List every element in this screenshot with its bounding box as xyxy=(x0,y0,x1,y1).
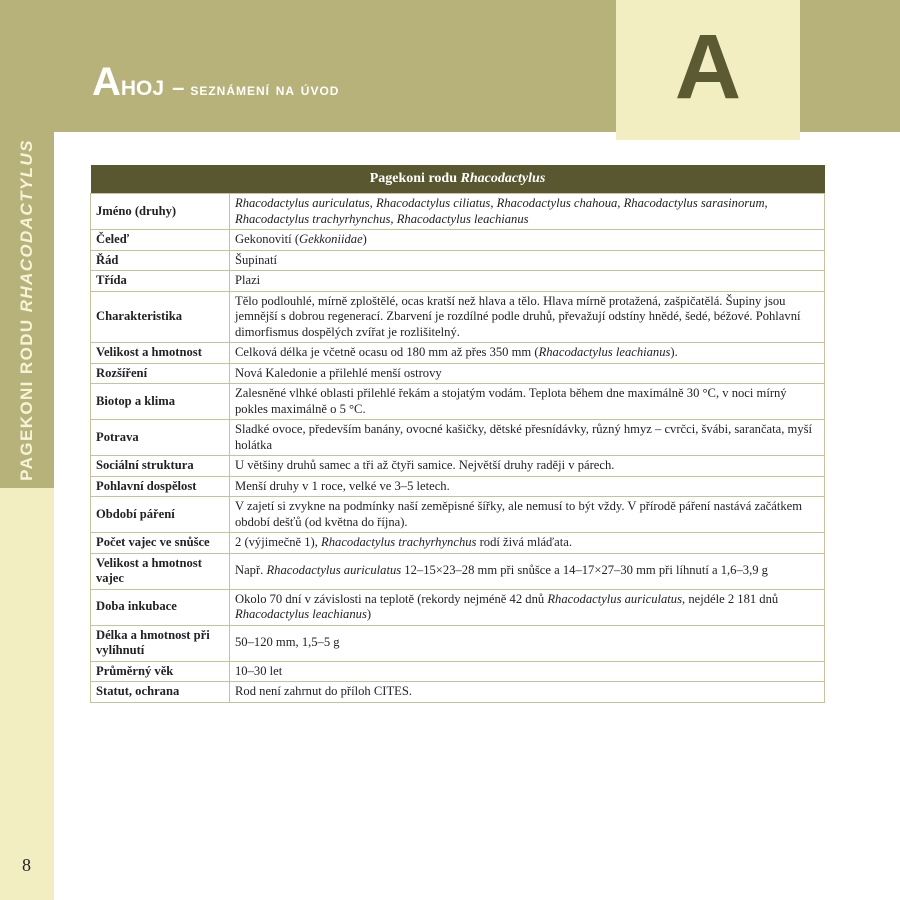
table-row xyxy=(91,625,825,661)
row-value-part: Rhacodactylus trachyrhynchus xyxy=(321,535,477,549)
table-row xyxy=(91,456,825,477)
row-value-part: Např. xyxy=(235,563,267,578)
row-value xyxy=(230,250,825,271)
table-row xyxy=(91,230,825,251)
row-value-part: V zajetí si zvykne na podmínky naší zeměpisné šířky, ale nemusí to být vždy. V přírodě páření nastává začátkem období dešťů (od května do října). xyxy=(235,499,803,529)
row-value xyxy=(230,625,825,661)
row-value xyxy=(230,271,825,292)
row-value xyxy=(230,230,825,251)
row-value xyxy=(230,661,825,682)
row-label: Řád xyxy=(91,250,230,271)
row-value xyxy=(230,456,825,477)
row-value-part: 50–120 mm, 1,5–5 g xyxy=(235,635,340,650)
chapter-letter-box xyxy=(616,0,800,140)
table-row xyxy=(91,420,825,456)
row-value-part: ) xyxy=(362,232,367,246)
table-body xyxy=(91,194,825,703)
table-row xyxy=(91,661,825,682)
table-row xyxy=(91,682,825,703)
row-label: Období páření xyxy=(91,497,230,533)
row-value xyxy=(230,682,825,703)
row-value xyxy=(230,497,825,533)
table-row xyxy=(91,291,825,343)
table-caption-prefix: Pagekoni rodu xyxy=(369,171,461,186)
info-table xyxy=(90,165,825,703)
table-row xyxy=(91,271,825,292)
table-row xyxy=(91,363,825,384)
row-value-part: Tělo podlouhlé, mírně zploštělé, ocas kratší než hlava a tělo. Hlava mírně protažená, zašpičatělá. Šupiny jsou jemnější s dobrou regenerací. Zbarvení je rozdílné podle druhů, převažují odstíny hnědé, šedé, béžové. Pohlavní dimorfismus dospělých zvířat je rozlišitelný. xyxy=(235,293,801,339)
row-label: Pohlavní dospělost xyxy=(91,476,230,497)
sidebar-title-prefix: PAGEKONI RODU xyxy=(17,312,36,481)
row-value xyxy=(230,291,825,343)
table-caption xyxy=(91,165,825,194)
table-row xyxy=(91,476,825,497)
row-value-part: Rhacodactylus auriculatus xyxy=(547,591,683,606)
row-value-part: 10–30 let xyxy=(235,663,283,678)
row-label: Délka a hmotnost při vylíhnutí xyxy=(91,625,230,661)
page-number: 8 xyxy=(22,855,31,875)
row-value xyxy=(230,533,825,554)
row-label: Velikost a hmotnost xyxy=(91,343,230,364)
row-label: Statut, ochrana xyxy=(91,682,230,703)
row-label: Potrava xyxy=(91,420,230,456)
title-rest: hoj xyxy=(120,69,165,102)
row-value-part: Rhacodactylus leachianus xyxy=(538,345,671,359)
row-label: Rozšíření xyxy=(91,363,230,384)
row-value xyxy=(230,343,825,364)
row-value-part: Nová Kaledonie a přilehlé menší ostrovy xyxy=(235,365,442,380)
row-label: Jméno (druhy) xyxy=(91,194,230,230)
row-value-part: Menší druhy v 1 roce, velké ve 3–5 letech. xyxy=(235,478,450,493)
row-value-part: ). xyxy=(670,345,678,359)
row-value xyxy=(230,589,825,625)
row-value-part: , nejdéle 2 181 dnů xyxy=(682,591,779,606)
row-value-part: Sladké ovoce, především banány, ovocné kašičky, dětské přesnídávky, různý hmyz – cvrčci, švábi, sarančata, myší holátka xyxy=(235,422,813,452)
row-label: Doba inkubace xyxy=(91,589,230,625)
row-label: Počet vajec ve snůšce xyxy=(91,533,230,554)
row-value-part: Rhacodactylus auriculatus, Rhacodactylus ciliatus, Rhacodactylus chahoua, Rhacodactylus sarasinorum, Rhacodactylus trachyrhynchus, Rhacodactylus leachianus xyxy=(235,196,768,226)
table-header-row xyxy=(91,165,825,194)
table-row xyxy=(91,194,825,230)
sidebar-title-italic: RHACODACTYLUS xyxy=(17,139,36,313)
row-value-part: Rod není zahrnut do příloh CITES. xyxy=(235,684,412,698)
sidebar-vertical-title xyxy=(17,139,37,481)
row-label: Biotop a klima xyxy=(91,384,230,420)
title-dash: – xyxy=(172,75,185,100)
row-value xyxy=(230,553,825,589)
row-value-part: Gekonovití ( xyxy=(235,232,300,246)
row-value-part: Rhacodactylus leachianus xyxy=(235,607,367,621)
table-row xyxy=(91,384,825,420)
row-label: Charakteristika xyxy=(91,291,230,343)
table-row xyxy=(91,589,825,625)
table-row xyxy=(91,343,825,364)
row-value-part: U většiny druhů samec a tři až čtyři samice. Největší druhy raději v párech. xyxy=(235,458,615,472)
sidebar-dark-band xyxy=(0,0,54,488)
table-row xyxy=(91,250,825,271)
table-row xyxy=(91,533,825,554)
row-value xyxy=(230,384,825,420)
row-value-part: Okolo 70 dní v závislosti na teplotě (rekordy nejméně 42 dnů xyxy=(235,591,548,606)
row-value xyxy=(230,476,825,497)
row-value-part: Šupinatí xyxy=(235,252,277,267)
table-row xyxy=(91,497,825,533)
row-label: Sociální struktura xyxy=(91,456,230,477)
row-value xyxy=(230,194,825,230)
row-value-part: Rhacodactylus auriculatus xyxy=(266,563,402,578)
row-value-part: 12–15×23–28 mm při snůšce a 14–17×27–30 mm při líhnutí a 1,6–3,9 g xyxy=(401,563,768,578)
row-value xyxy=(230,363,825,384)
chapter-letter: A xyxy=(674,16,742,118)
row-label: Čeleď xyxy=(91,230,230,251)
row-value-part: Celková délka je včetně ocasu od 180 mm až přes 350 mm ( xyxy=(235,345,539,359)
row-label: Průměrný věk xyxy=(91,661,230,682)
row-value-part: Gekkoniidae xyxy=(299,232,363,246)
row-value-part: rodí živá mláďata. xyxy=(476,535,572,549)
row-value-part: Zalesněné vlhké oblasti přilehlé řekám a stojatým vodám. Teplota během dne maximálně 30 °C, v noci mírný pokles maximálně o 5 °C. xyxy=(235,386,787,416)
title-first-letter: A xyxy=(92,60,121,104)
row-value-part: 2 (výjimečně 1), xyxy=(235,535,322,549)
table-caption-italic: Rhacodactylus xyxy=(460,171,546,186)
row-label: Velikost a hmotnost vajec xyxy=(91,553,230,589)
row-value-part: ) xyxy=(366,607,372,621)
row-value xyxy=(230,420,825,456)
row-value-part: Plazi xyxy=(235,273,261,287)
row-label: Třída xyxy=(91,271,230,292)
table-row xyxy=(91,553,825,589)
page-subtitle: seznámení na úvod xyxy=(190,80,340,99)
page-title xyxy=(92,60,339,105)
